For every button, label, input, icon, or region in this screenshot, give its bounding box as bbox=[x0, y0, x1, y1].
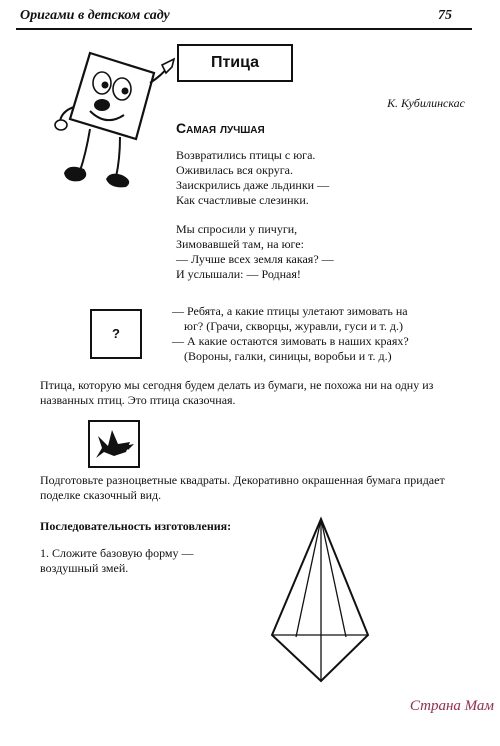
dialog-line: — Ребята, а какие птицы улетают зимовать на bbox=[172, 304, 408, 318]
page-number: 75 bbox=[438, 8, 452, 23]
bird-glyph bbox=[90, 422, 138, 466]
header-title: Оригами в детском саду bbox=[20, 8, 170, 23]
dialog-line: юг? (Грачи, скворцы, журавли, гуси и т. д.) bbox=[184, 319, 403, 333]
poem-line: Как счастливые слезинки. bbox=[176, 193, 309, 207]
square-mascot-icon bbox=[50, 45, 175, 195]
kite-diagram bbox=[266, 515, 376, 685]
lesson-title: Птица bbox=[210, 54, 260, 71]
poem-title: Самая лучшая bbox=[176, 120, 265, 136]
poem-line: Заискрились даже льдинки — bbox=[176, 178, 330, 192]
dialog-line: — А какие остаются зимовать в наших краях? bbox=[172, 334, 409, 348]
poem-line: Оживилась вся округа. bbox=[176, 163, 293, 177]
step-1-text: 1. Сложите базовую форму — воздушный змей. bbox=[40, 546, 194, 575]
poem-author: К. Кубилинскас bbox=[387, 96, 465, 110]
paragraph-prepare: Подготовьте разноцветные квадраты. Декоративно окрашенная бумага придает поделке сказочный вид. bbox=[40, 473, 445, 502]
bird-icon bbox=[88, 420, 140, 468]
dialog-text bbox=[172, 304, 482, 364]
lesson-title-box bbox=[177, 44, 293, 82]
dialog-line: (Вороны, галки, синицы, воробьи и т. д.) bbox=[184, 349, 392, 363]
paragraph-intro: Птица, которую мы сегодня будем делать из бумаги, не похожа ни на одну из названных птиц. Это птица сказочная. bbox=[40, 378, 434, 407]
sequence-title: Последовательность изготовления: bbox=[40, 519, 232, 533]
watermark-logo: Страна Мам bbox=[409, 698, 494, 714]
poem-line: Зимовавшей там, на юге: bbox=[176, 237, 304, 251]
poem-text bbox=[176, 148, 334, 282]
poem-line: — Лучше всех земля какая? — bbox=[176, 252, 334, 266]
page-header bbox=[16, 8, 472, 30]
poem-line: И услышали: — Родная! bbox=[176, 267, 301, 281]
poem-line: Мы спросили у пичуги, bbox=[176, 222, 298, 236]
question-icon: ? bbox=[90, 309, 142, 359]
poem-line: Возвратились птицы с юга. bbox=[176, 148, 316, 162]
